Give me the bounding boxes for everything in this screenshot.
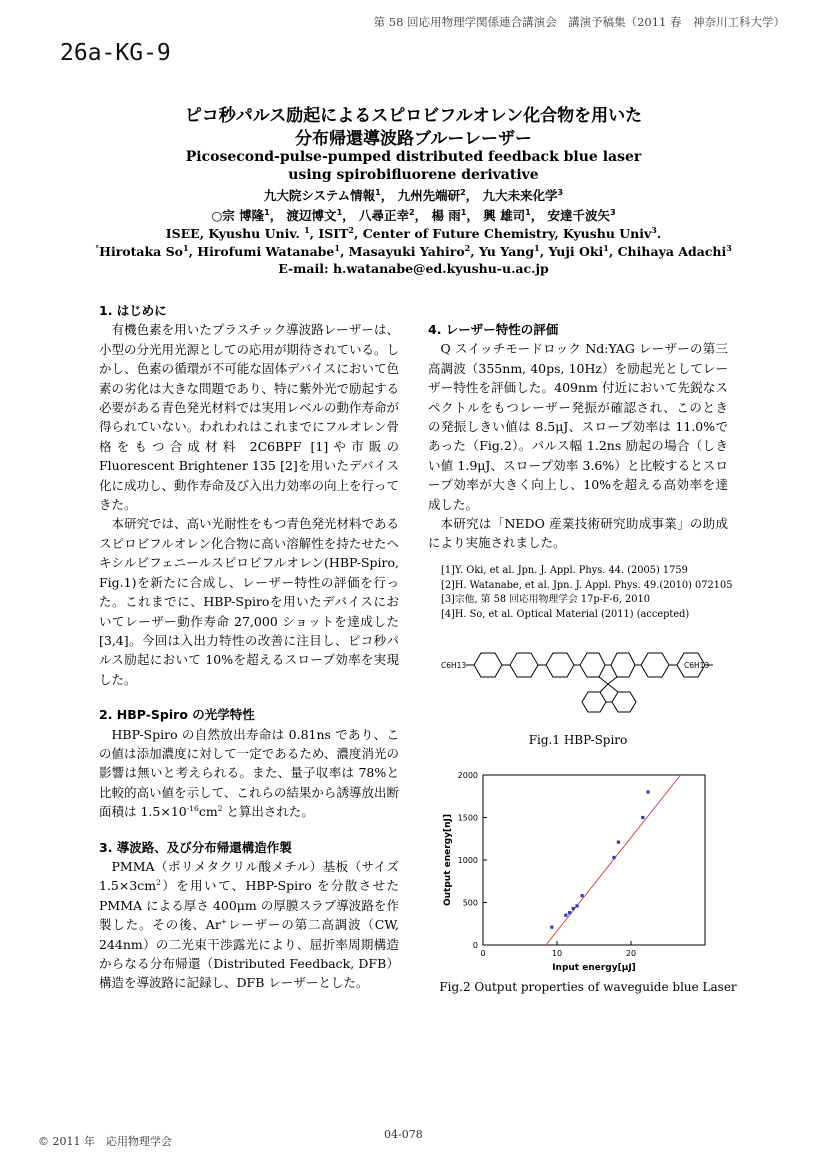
data-point (612, 856, 615, 859)
title-en-line2: using spirobifluorene derivative (288, 167, 539, 183)
section3-para1: PMMA（ポリメタクリル酸メチル）基板（サイズ $1.5\times 3cm^2$）を用いて、HBP-Spiro を分散させた PMMA による厚さ 400μm の厚膜スラブ導波路を作製した。その後、Ar+レーザーの第二高調波（CW, 244nm）の二光束干渉露光により、屈折率周期構造からなる分布帰還（Distributed Feedback, DFB）構造を導波路に記録し、DFB レーザーとした。 (99, 858, 399, 991)
left-column (99, 301, 399, 993)
reference-item: [3]宗他, 第 58 回応用物理学会 17p-F-6, 2010 (441, 594, 650, 605)
hbp-spiro-structure (436, 640, 736, 726)
fig2-caption: Fig.2 Output properties of waveguide blue Laser (439, 980, 737, 994)
fit-line (546, 775, 681, 945)
section1-para2: 本研究では、高い光耐性をもつ青色発光材料であるスピロビフルオレン化合物に高い溶解性を持たせたヘキシルビフェニールスピロビフルオレン(HBP-Spiro, Fig.1)を新たに合成し、レーザー特性の評価を行った。これまでに、HBP-Spiroを用いたデバイスにおいてレーザー動作寿命 27,000 ショットを達成した [3,4]。今回は入出力特性の改善に注目し、ピコ秒パルス励起において 10%を超えるスロープ効率を実現した。 (99, 516, 400, 687)
references (441, 564, 741, 622)
authors-en: °Hirotaka So$^1$, Hirofumi Watanabe$^1$, Masayuki Yahiro$^2$, Yu Yang$^1$, Yuji Oki$^1$, Chihaya Adachi$^3$ (95, 243, 732, 260)
data-point (568, 911, 571, 914)
output-energy-chart (436, 763, 732, 977)
section4-para2: 本研究は「NEDO 産業技術研究助成事業」の助成により実施されました。 (428, 516, 728, 551)
data-point (550, 926, 553, 929)
x-tick-label: 0 (480, 949, 486, 958)
data-point (572, 907, 575, 910)
title-en-line1: Picosecond-pulse-pumped distributed feedback blue laser (185, 149, 642, 165)
conference-header: 第 58 回応用物理学関係連合講演会 講演予稿集（2011 春 神奈川工科大学） (373, 15, 785, 29)
title-jp-line2: 分布帰還導波路ブルーレーザー (295, 129, 532, 149)
affiliations-en: ISEE, Kyushu Univ. $^1$, ISIT$^2$, Center of Future Chemistry, Kyushu Univ$^3$. (165, 225, 662, 242)
y-tick-label: 0 (472, 941, 478, 950)
data-point (575, 904, 578, 907)
section4-heading: 4. レーザー特性の評価 (428, 322, 559, 337)
y-tick-label: 1500 (457, 813, 478, 823)
section4-para1: Q スイッチモードロック Nd:YAG レーザーの第三高調波（355nm, 40ps, 10Hz）を励起光としてレーザー特性を評価した。409nm 付近において先鋭なスペクトルをもつレーザー発振が確認され、このときの発振しきい値は 8.5μJ、スロープ効率は 11.0%であった（Fig.2）。パルス幅 1.2ns 励起の場合（しきい値 1.9μJ、スロープ効率 3.6%）と比較するとスロープ効率が大きく向上し、10%を超える高効率を達成した。 (428, 341, 728, 512)
email: E-mail: h.watanabe@ed.kyushu-u.ac.jp (278, 261, 549, 276)
reference-item: [4]H. So, et al. Optical Material (2011) (accepted) (441, 608, 690, 620)
data-point (581, 894, 584, 897)
authors-jp: ○宗 博隆$^1$， 渡辺博文$^1$， 八尋正幸$^2$， 楊 雨$^1$， 興 雄司$^1$， 安達千波矢$^3$ (211, 207, 616, 223)
y-tick-label: 2000 (457, 771, 478, 780)
data-point (564, 914, 567, 917)
reference-item: [1]Y. Oki, et al. Jpn. J. Appl. Phys. 44. (2005) 1759 (441, 565, 688, 576)
x-axis-label: Input energy[μJ] (552, 963, 636, 973)
right-substituent-label: C6H13 (684, 661, 710, 670)
section3-heading: 3. 導波路、及び分布帰還構造作製 (99, 839, 292, 855)
y-axis-label: Output energy[nJ] (443, 814, 453, 906)
data-point (617, 841, 620, 844)
title-jp-line1: ピコ秒パルス励起によるスピロビフルオレン化合物を用いた (184, 106, 643, 126)
data-point (646, 790, 649, 793)
reference-item: [2]H. Watanabe, et al. Jpn. J. Appl. Phys. 49.(2010) 072105 (441, 579, 733, 591)
y-tick-label: 1000 (457, 856, 478, 865)
x-tick-label: 20 (625, 949, 637, 958)
x-tick-label: 10 (551, 949, 563, 958)
right-column (428, 320, 728, 553)
section1-heading: 1. はじめに (99, 303, 167, 318)
data-point (641, 816, 644, 819)
molecule-rings (474, 653, 713, 712)
section2-para1: HBP-Spiro の自然放出寿命は 0.81ns であり、この値は添加濃度に対して一定であるため、濃度消光の影響は無いと考えられる。また、量子収率は 78%と比較的高い値を示して、これらの結果から誘導放出断面積は $1.5\times 10^{-16}cm^2$ と算出された。 (99, 726, 399, 820)
left-substituent-label: C6H13 (441, 661, 467, 670)
section2-heading: 2. HBP-Spiro の光学特性 (99, 707, 255, 723)
affiliations-jp: 九大院システム情報$^1$， 九州先端研$^2$， 九大未来化学$^3$ (263, 187, 564, 203)
plot-frame (483, 775, 705, 945)
page-number: 04-078 (384, 1128, 423, 1141)
y-tick-label: 500 (462, 898, 478, 908)
fig1-caption: Fig.1 HBP-Spiro (528, 733, 628, 747)
paper-code: 26a-KG-9 (60, 40, 171, 66)
copyright: © 2011 年 応用物理学会 (38, 1135, 172, 1148)
section1-para1: 有機色素を用いたプラスチック導波路レーザーは、小型の分光用光源としての応用が期待されている。しかし、色素の循環が不可能な固体デバイスにおいて色素の劣化は大きな問題であり、特に紫外光で励起する必要がある青色発光材料では実用レベルの動作寿命が得られていない。われわれはこれまでにフルオレン骨格をもつ合成材料 2C6BPF [1]や市販の Fluorescent Brightener 135 [2]を用いたデバイス化に成功し、動作寿命及び入出力効率の向上を行ってきた。 (99, 322, 400, 513)
